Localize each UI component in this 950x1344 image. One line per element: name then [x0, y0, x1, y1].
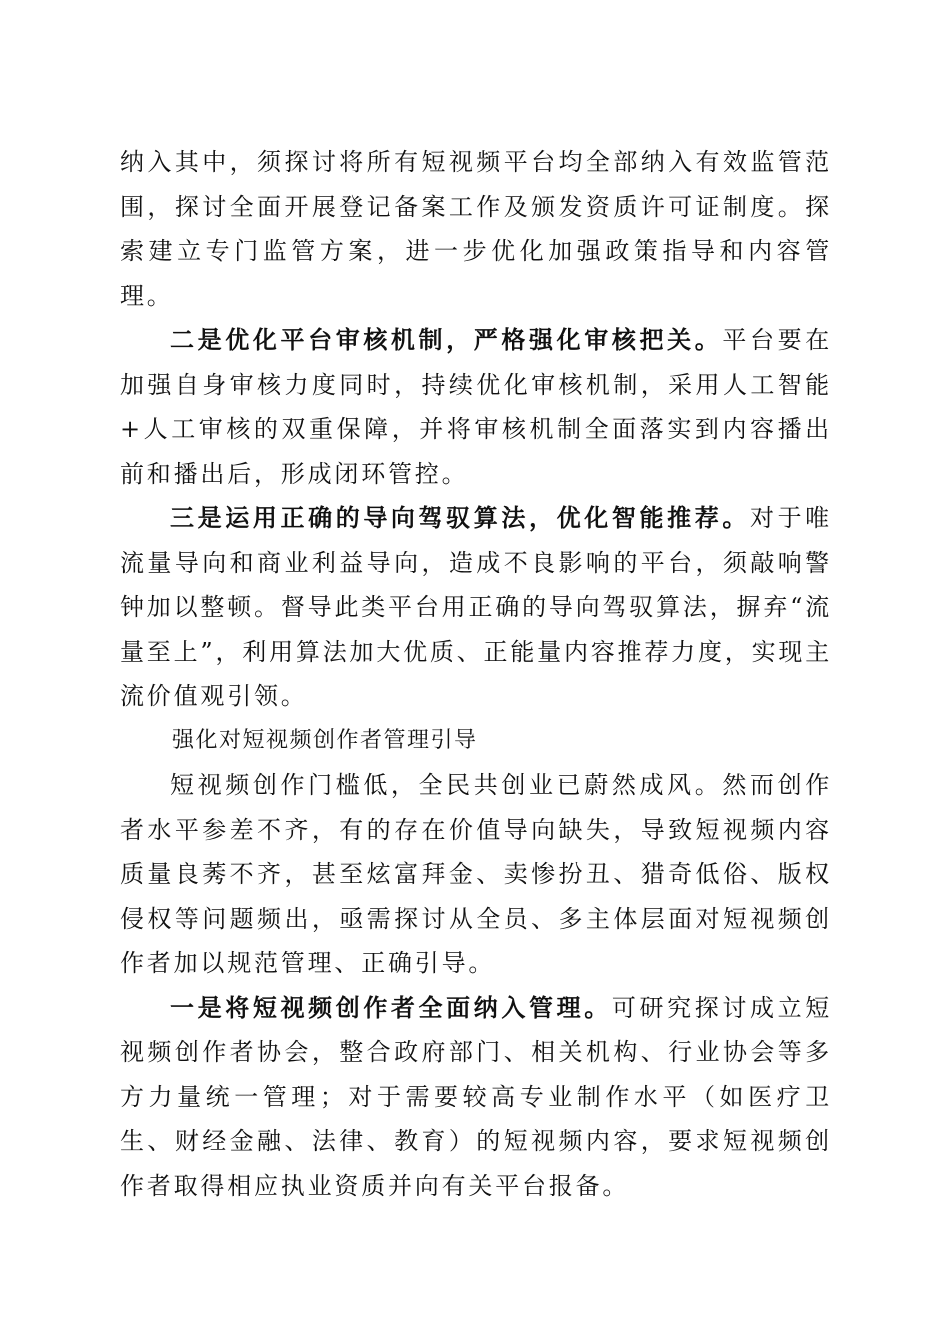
paragraph-audit-mechanism	[120, 318, 832, 496]
section-heading: 强化对短视频创作者管理引导	[172, 727, 478, 753]
paragraph-lead: 二是优化平台审核机制，严格强化审核把关。	[170, 325, 723, 354]
paragraph-text: 可研究探讨成立短视频创作者协会，整合政府部门、相关机构、行业协会等多方力量统一管理；对于需要较高专业制作水平（如医疗卫生、财经金融、法律、教育）的短视频内容，要求短视频创作者取得相应执业资质并向有关平台报备。	[120, 993, 832, 1200]
paragraph-text: 对于唯流量导向和商业利益导向，造成不良影响的平台，须敲响警钟加以整顿。督导此类平台用正确的导向驾驭算法，摒弃“流量至上”，利用算法加大优质、正能量内容推荐力度，实现主流价值观引领。	[120, 504, 832, 710]
document-page	[120, 140, 832, 1208]
paragraph-creator-management	[120, 986, 832, 1209]
paragraph-text: 平台要在加强自身审核力度同时，持续优化审核机制，采用人工智能+人工审核的双重保障，并将审核机制全面落实到内容播出前和播出后，形成闭环管控。	[120, 326, 832, 488]
paragraph-lead: 一是将短视频创作者全面纳入管理。	[170, 992, 612, 1022]
paragraph-continuation	[120, 140, 832, 318]
paragraph-algorithm-guidance	[120, 496, 832, 719]
paragraph-lead: 三是运用正确的导向驾驭算法，优化智能推荐。	[170, 503, 750, 532]
paragraph-text: 短视频创作门槛低，全民共创业已蔚然成风。然而创作者水平参差不齐，有的存在价值导向缺失，导致短视频内容质量良莠不齐，甚至炫富拜金、卖惨扮丑、猎奇低俗、版权侵权等问题频出，亟需探讨从全员、多主体层面对短视频创作者加以规范管理、正确引导。	[120, 771, 832, 977]
paragraph-text: 纳入其中，须探讨将所有短视频平台均全部纳入有效监管范围，探讨全面开展登记备案工作及颁发资质许可证制度。探索建立专门监管方案，进一步优化加强政策指导和内容管理。	[120, 148, 832, 310]
paragraph-creator-overview	[120, 763, 832, 986]
